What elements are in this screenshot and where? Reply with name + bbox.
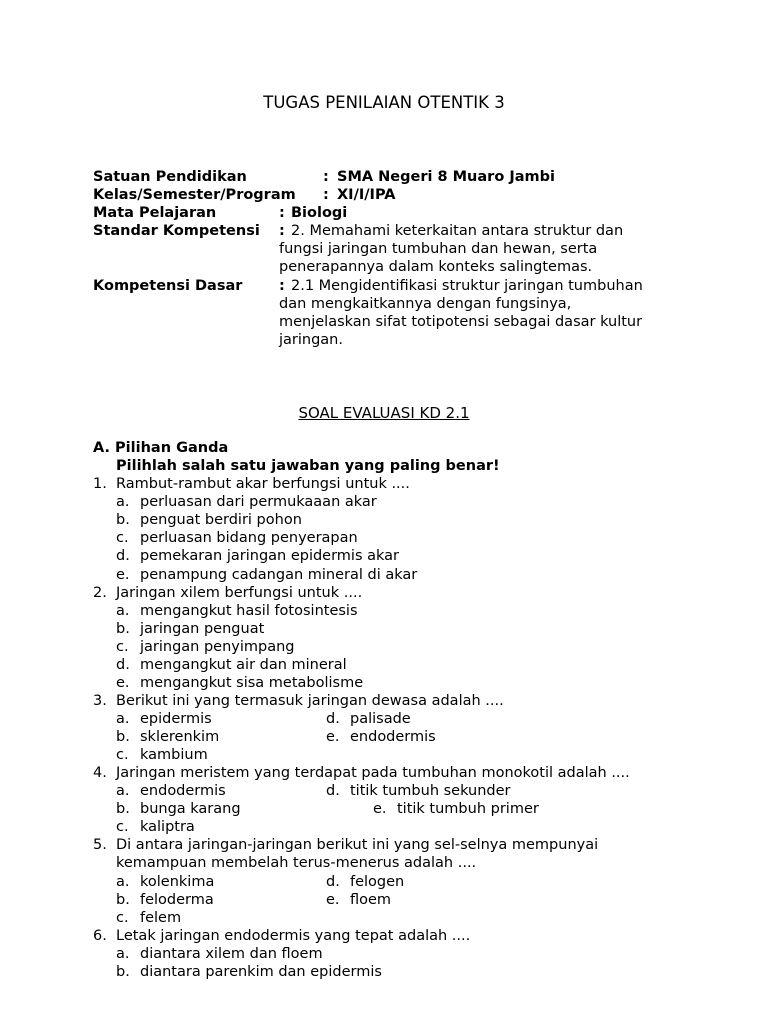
q2-option-key: c.	[116, 639, 129, 655]
q4-number: 4.	[93, 765, 107, 781]
q3-option-key: b.	[116, 729, 130, 745]
q5-option-key: b.	[116, 892, 130, 908]
q4-option-text: titik tumbuh sekunder	[350, 783, 511, 799]
q2-option-text: mengangkut sisa metabolisme	[140, 675, 364, 691]
q6-option-key: a.	[116, 946, 130, 962]
q6-number: 6.	[93, 928, 107, 944]
q3-option-key: d.	[326, 711, 340, 727]
sk-label: Standar Kompetensi	[93, 223, 260, 239]
mapel-value: Biologi	[291, 205, 348, 221]
kelas-sep: :	[323, 187, 329, 203]
q3-option-text: palisade	[350, 711, 411, 727]
q5-option-key: c.	[116, 910, 129, 926]
document-title: TUGAS PENILAIAN OTENTIK 3	[263, 93, 505, 112]
satuan-value: SMA Negeri 8 Muaro Jambi	[337, 169, 555, 185]
q1-option-text: perluasan bidang penyerapan	[140, 530, 358, 546]
mapel-sep: :	[279, 205, 285, 221]
kd-line-3: menjelaskan sifat totipotensi sebagai dasar kultur	[279, 314, 643, 330]
satuan-sep: :	[323, 169, 329, 185]
q1-number: 1.	[93, 476, 107, 492]
q3-option-text: epidermis	[140, 711, 212, 727]
q3-option-key: c.	[116, 747, 129, 763]
q3-option-text: sklerenkim	[140, 729, 220, 745]
kd-line-2: dan mengkaitkannya dengan fungsinya,	[279, 296, 572, 312]
kelas-value: XI/I/IPA	[337, 187, 396, 203]
q2-option-text: jaringan penyimpang	[140, 639, 295, 655]
mapel-label: Mata Pelajaran	[93, 205, 217, 221]
q4-option-key: a.	[116, 783, 130, 799]
q5-option-text: floem	[350, 892, 392, 908]
q5-option-key: d.	[326, 874, 340, 890]
q3-option-text: kambium	[140, 747, 208, 763]
q2-option-text: mengangkut hasil fotosintesis	[140, 603, 358, 619]
q1-option-text: penguat berdiri pohon	[140, 512, 302, 528]
q4-option-key: b.	[116, 801, 130, 817]
q1-option-key: d.	[116, 548, 130, 564]
q1-option-text: perluasan dari permukaaan akar	[140, 494, 377, 510]
q1-option-key: b.	[116, 512, 130, 528]
q3-option-text: endodermis	[350, 729, 436, 745]
sk-line-2: fungsi jaringan tumbuhan dan hewan, serta	[279, 241, 598, 257]
q3-number: 3.	[93, 693, 107, 709]
q3-option-key: e.	[326, 729, 340, 745]
q5-text-continued: kemampuan membelah terus-menerus adalah ....	[116, 855, 477, 871]
q2-number: 2.	[93, 585, 107, 601]
q2-text: Jaringan xilem berfungsi untuk ....	[116, 585, 363, 601]
q5-text: Di antara jaringan-jaringan berikut ini yang sel-selnya mempunyai	[116, 837, 599, 853]
section-instruction: Pilihlah salah satu jawaban yang paling benar!	[116, 458, 500, 474]
section-heading: A. Pilihan Ganda	[93, 440, 229, 456]
q3-option-key: a.	[116, 711, 130, 727]
q6-option-text: diantara xilem dan floem	[140, 946, 323, 962]
q5-number: 5.	[93, 837, 107, 853]
q3-text: Berikut ini yang termasuk jaringan dewasa adalah ....	[116, 693, 504, 709]
q5-option-key: e.	[326, 892, 340, 908]
q4-text: Jaringan meristem yang terdapat pada tumbuhan monokotil adalah ....	[116, 765, 630, 781]
q5-option-text: kolenkima	[140, 874, 215, 890]
q2-option-text: jaringan penguat	[140, 621, 265, 637]
evaluation-subtitle: SOAL EVALUASI KD 2.1	[298, 404, 470, 422]
kd-line-4: jaringan.	[279, 332, 343, 348]
q2-option-key: d.	[116, 657, 130, 673]
q2-option-text: mengangkut air dan mineral	[140, 657, 347, 673]
q5-option-text: felem	[140, 910, 182, 926]
sk-sep: :	[279, 223, 285, 239]
q2-option-key: b.	[116, 621, 130, 637]
q6-option-key: b.	[116, 964, 130, 980]
q4-option-key: c.	[116, 819, 129, 835]
q4-option-key: d.	[326, 783, 340, 799]
q2-option-key: e.	[116, 675, 130, 691]
q1-option-key: c.	[116, 530, 129, 546]
q5-option-text: feloderma	[140, 892, 214, 908]
q1-option-key: e.	[116, 567, 130, 583]
q6-option-text: diantara parenkim dan epidermis	[140, 964, 382, 980]
satuan-label: Satuan Pendidikan	[93, 169, 247, 185]
q1-text: Rambut-rambut akar berfungsi untuk ....	[116, 476, 410, 492]
q4-option-text: kaliptra	[140, 819, 195, 835]
sk-line-1: 2. Memahami keterkaitan antara struktur dan	[291, 223, 624, 239]
q4-option-text: bunga karang	[140, 801, 241, 817]
q6-text: Letak jaringan endodermis yang tepat adalah ....	[116, 928, 471, 944]
kd-line-1: 2.1 Mengidentifikasi struktur jaringan tumbuhan	[291, 278, 643, 294]
kd-label: Kompetensi Dasar	[93, 278, 243, 294]
q5-option-key: a.	[116, 874, 130, 890]
q2-option-key: a.	[116, 603, 130, 619]
q4-option-key: e.	[373, 801, 387, 817]
kd-sep: :	[279, 278, 285, 294]
q4-option-text: titik tumbuh primer	[397, 801, 539, 817]
q4-option-text: endodermis	[140, 783, 226, 799]
q1-option-text: pemekaran jaringan epidermis akar	[140, 548, 400, 564]
q5-option-text: felogen	[350, 874, 405, 890]
sk-line-3: penerapannya dalam konteks salingtemas.	[279, 259, 593, 275]
q1-option-text: penampung cadangan mineral di akar	[140, 567, 418, 583]
kelas-label: Kelas/Semester/Program	[93, 187, 296, 203]
q1-option-key: a.	[116, 494, 130, 510]
